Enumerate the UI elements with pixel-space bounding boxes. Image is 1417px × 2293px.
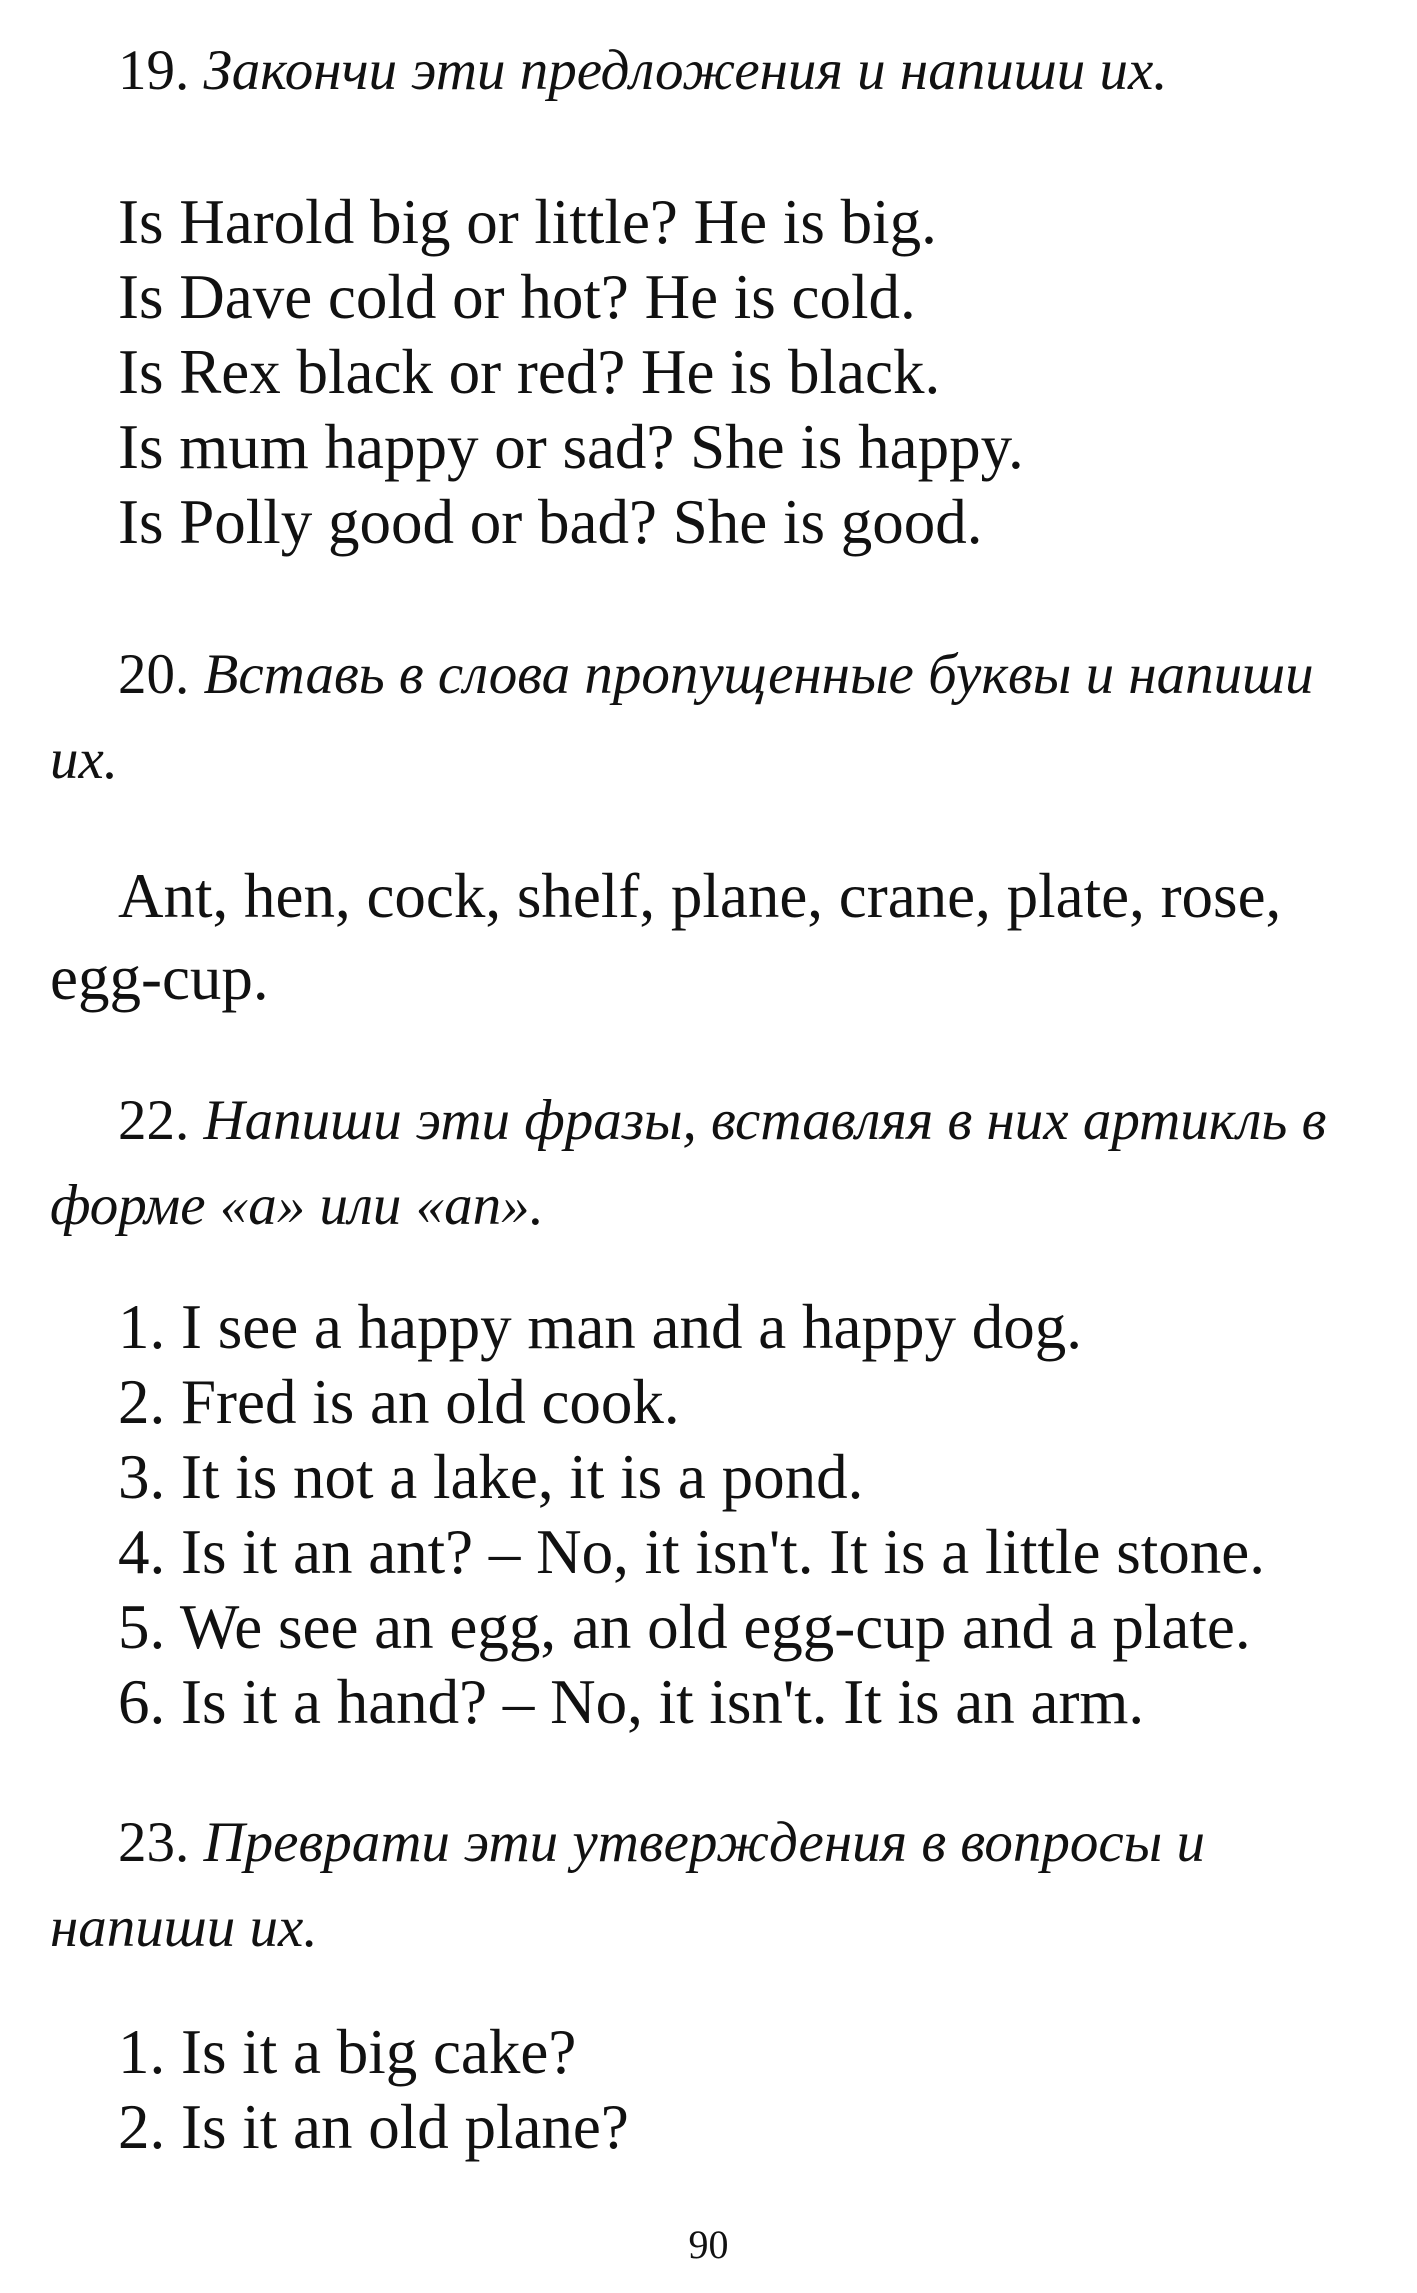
exercise-instruction: Вставь в слова пропущенные буквы и напиши их. xyxy=(50,643,1314,791)
exercise-number: 22. xyxy=(118,1089,190,1152)
answer-line: 6. Is it a hand? – No, it isn't. It is an arm. xyxy=(118,1667,1145,1737)
answer-line: Is mum happy or sad? She is happy. xyxy=(118,412,1024,482)
exercise-23-answers xyxy=(50,2015,1380,2165)
exercise-19-heading xyxy=(50,28,1380,113)
answer-line: 2. Fred is an old cook. xyxy=(118,1367,680,1437)
answer-line: 5. We see an egg, an old egg-cup and a plate. xyxy=(118,1592,1251,1662)
exercise-19-answers xyxy=(50,185,1380,560)
answer-line: 4. Is it an ant? – No, it isn't. It is a little stone. xyxy=(118,1517,1265,1587)
exercise-22-heading xyxy=(50,1078,1380,1248)
page-number: 90 xyxy=(688,2222,729,2267)
exercise-23-heading xyxy=(50,1800,1380,1970)
answer-line: 1. Is it a big cake? xyxy=(118,2017,577,2087)
exercise-instruction: Закончи эти предложения и напиши их. xyxy=(203,39,1168,102)
exercise-22 xyxy=(50,1078,1380,1248)
exercise-number: 23. xyxy=(118,1811,190,1874)
answer-paragraph: Ant, hen, cock, shelf, plane, crane, plate, rose, egg-cup. xyxy=(50,861,1282,1013)
exercise-20-heading xyxy=(50,632,1380,802)
answer-line: 2. Is it an old plane? xyxy=(118,2092,629,2162)
answer-line: 1. I see a happy man and a happy dog. xyxy=(118,1292,1082,1362)
answer-line: Is Harold big or little? He is big. xyxy=(118,187,937,257)
answer-line: Is Dave cold or hot? He is cold. xyxy=(118,262,916,332)
exercise-instruction: Напиши эти фразы, вставляя в них артикль в форме «a» или «an». xyxy=(50,1089,1327,1237)
answer-line: 3. It is not a lake, it is a pond. xyxy=(118,1442,864,1512)
exercise-20-answer xyxy=(50,855,1380,1019)
exercise-22-answers xyxy=(50,1290,1380,1740)
exercise-number: 19. xyxy=(118,39,190,102)
exercise-number: 20. xyxy=(118,643,190,706)
exercise-20 xyxy=(50,632,1380,802)
exercise-19 xyxy=(50,28,1380,113)
answer-line: Is Rex black or red? He is black. xyxy=(118,337,941,407)
answer-line: Is Polly good or bad? She is good. xyxy=(118,487,983,557)
exercise-23 xyxy=(50,1800,1380,1970)
exercise-instruction: Преврати эти утверждения в вопросы и напиши их. xyxy=(50,1811,1206,1959)
